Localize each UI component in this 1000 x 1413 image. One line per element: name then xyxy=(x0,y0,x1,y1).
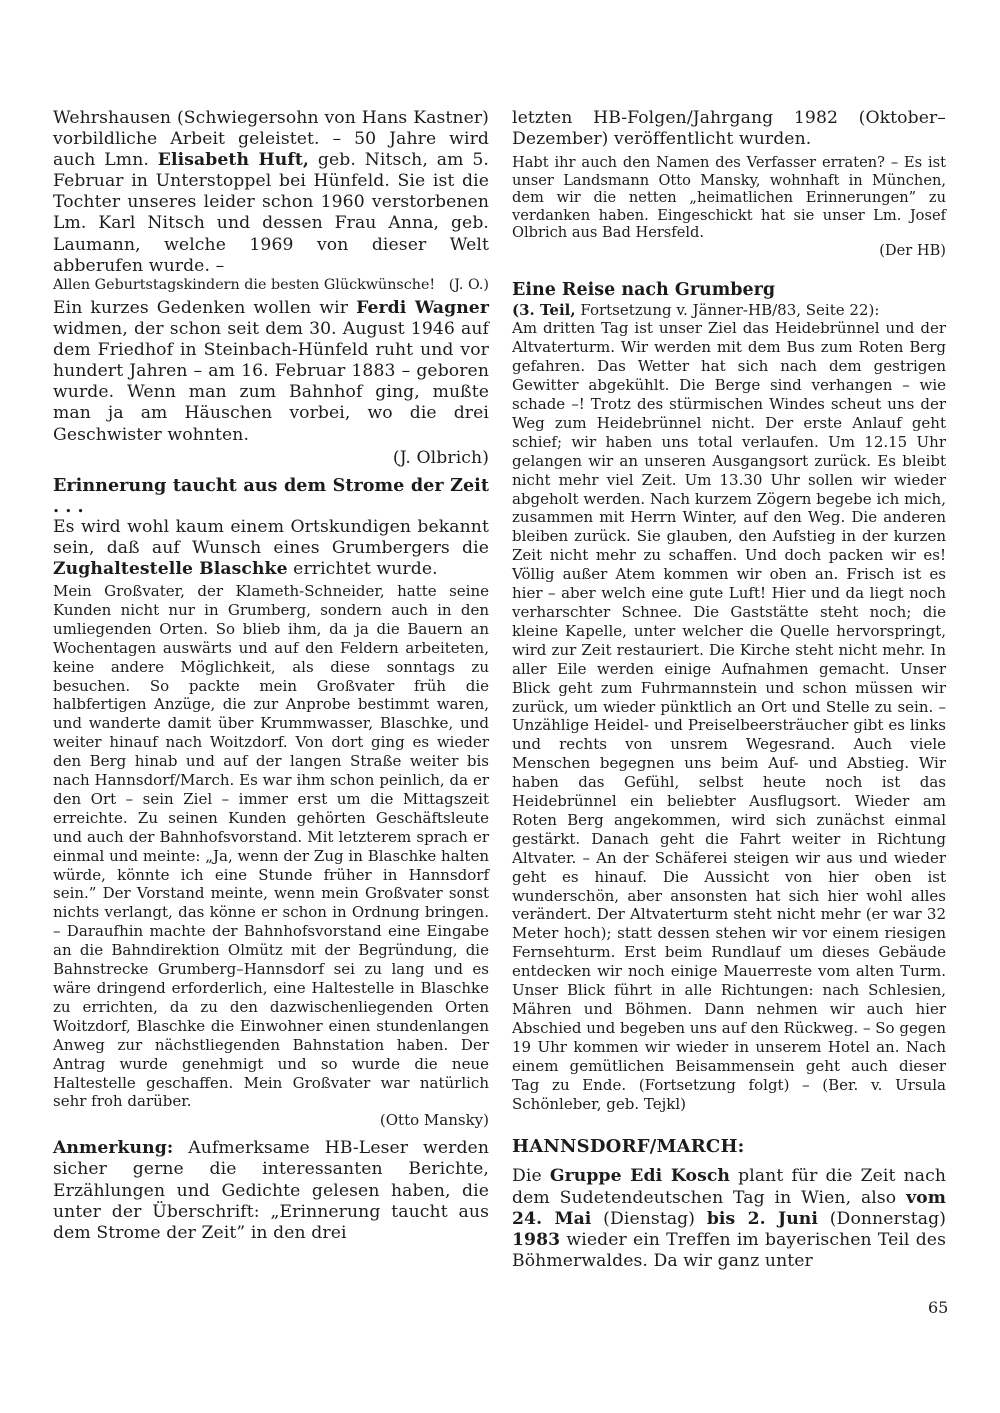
erinnerung-intro-text: Es wird wohl kaum einem Ortskundigen bekannt sein, daß auf Wunsch eines Grumbergers die xyxy=(53,516,489,558)
reise-part-line xyxy=(512,301,946,319)
right-column xyxy=(512,108,946,1272)
anmerkung-text: Aufmerksame HB-Leser werden sicher gerne die interessanten Berichte, Erzählungen und Gedichte gelesen haben, die unter der Überschrift: „Erinnerung taucht aus dem Strome der Zeit” in den drei xyxy=(53,1138,489,1243)
erinnerung-signature: (Otto Mansky) xyxy=(379,1111,489,1130)
anmerkung-paragraph xyxy=(53,1138,489,1243)
memorial-text-cont: widmen, der schon seit dem 30. August 1946 auf dem Friedhof in Steinbach-Hünfeld ruht und vor hundert Jahren – am 16. Februar 1883 – geboren wurde. Wenn man zum Bahnhof ging, mußte man ja am Häuschen vorbei, wo die drei Geschwister wohnten. xyxy=(53,319,489,445)
reise-heading: Eine Reise nach Grumberg xyxy=(512,280,776,301)
erinnerung-body: Mein Großvater, der Klameth-Schneider, hatte seine Kunden nicht nur in Grumberg, sondern auch in den umliegenden Orten. So blieb ihm, da ja die Bauern an Wochentagen auswärts und auf den Feldern arbeiteten, keine andere Möglichkeit, als diese sonntags zu besuchen. So packte mein Großvater früh die halbfertigen Anzüge, die zur Anprobe bestimmt waren, und wanderte damit über Krummwasser, Blaschke, und weiter hinauf nach Woitzdorf. Von dort ging es wieder den Berg hinab und auf der langen Straße weiter bis nach Hannsdorf/March. Es war ihm schon peinlich, da er den Ort – sein Ziel – immer erst um die Mittagszeit erreichte. Zu seinen Kunden gehörten Geschäftsleute und auch der Bahnhofsvorstand. Mit letzterem sprach er einmal und meinte: „Ja, wenn der Zug in Blaschke halten würde, könnte ich eine Stunde früher in Hannsdorf sein.” Der Vorstand meinte, wenn mein Großvater sonst nichts verlangt, das könne er schon in Ordnung bringen. – Daraufhin machte der Bahnhofsvorstand eine Eingabe an die Bahndirektion Olmütz mit der Begründung, die Bahnstrecke Grumberg–Hannsdorf sei zu lang und es wäre dringend erforderlich, eine Haltestelle in Blaschke zu errichten, da zu den dazwischenliegenden Orten Woitzdorf, Blaschke die Einwohner einen stundenlangen Anweg zur nächstliegenden Bahnstation haben. Der Antrag wurde genehmigt und so wurde die neue Haltestelle geschaffen. Mein Großvater war natürlich sehr froh darüber. xyxy=(53,581,489,1111)
memorial-name: Ferdi Wagner xyxy=(356,297,489,318)
hannsdorf-text-4: (Donnerstag) xyxy=(818,1208,946,1229)
memorial-paragraph xyxy=(53,298,489,446)
hannsdorf-text-1: Die xyxy=(512,1166,550,1187)
hannsdorf-text-3: (Dienstag) xyxy=(591,1208,707,1229)
birthday-name: Elisabeth Huft, xyxy=(157,150,309,171)
anmerkung-label: Anmerkung: xyxy=(53,1138,174,1159)
memorial-text: Ein kurzes Gedenken wollen wir xyxy=(53,297,357,318)
reise-body: Am dritten Tag ist unser Ziel das Heidebrünnel und der Altvaterturm. Wir werden mit dem Bus zum Roten Berg gefahren. Das Wetter hat sich nach dem gestrigen Gewitter abgekühlt. Die Berge sind verhangen – wie schade –! Trotz des stürmischen Windes scheut uns der Weg zum Heidebrünnel nicht. Der erste Anlauf geht schief; wir haben uns total verlaufen. Um 12.15 Uhr gelangen wir an unseren Ausgangsort zurück. Es bleibt nicht mehr viel Zeit. Um 13.30 Uhr sollen wir wieder abgeholt werden. Nach kurzem Zögern begebe ich mich, zusammen mit Herrn Winter, auf den Weg. Die anderen bleiben zurück. Sie glauben, den Aufstieg in der kurzen Zeit nicht mehr zu schaffen. Und doch packen wir es! Völlig außer Atem kommen wir oben an. Frisch ist es hier – aber welch eine gute Luft! Hier und da liegt noch verharschter Schnee. Die Gaststätte steht noch; die kleine Kapelle, unter welcher die Quelle hervorspringt, wird zur Zeit restauriert. Die Kirche steht nicht mehr. In aller Eile werden einige Aufnahmen gemacht. Unser Blick geht zum Fuhrmannstein und schon müssen wir zurück, um wieder pünktlich an Ort und Stelle zu sein. – Unzählige Heidel- und Preiselbeersträucher gibt es links und rechts von unsrem Wegesrand. Auch viele Menschen begegnen uns beim Auf- und Abstieg. Wir haben das Gefühl, selbst heute noch ist das Heidebrünnel ein beliebter Ausflugsort. Wieder am Roten Berg angekommen, wird sich zunächst einmal gestärkt. Danach geht die Fahrt weiter in Richtung Altvater. – An der Schäferei steigen wir aus und wieder geht es hinauf. Die Aussicht von hier oben ist wunderschön, aber ansonsten hat sich hier wohl alles verändert. Der Altvaterturm steht nicht mehr (er war 32 Meter hoch); statt dessen stehen wir vor einem riesigen Fernsehturm. Erst beim Rundlauf um dieses Gebäude entdecken wir noch einige Mauerreste vom alten Turm. Unser Blick führt in alle Richtungen: nach Schlesien, Mähren und Böhmen. Dann nehmen wir auch hier Abschied und begeben uns auf den Rückweg. – So gegen 19 Uhr kommen wir wieder in unserem Hotel an. Nach einem gemütlichen Beisammensein geht auch dieser Tag zu Ende. (Fortsetzung folgt) – (Ber. v. Ursula Schönleber, geb. Tejkl) xyxy=(512,319,946,1113)
birthday-text-cont: geb. Nitsch, am 5. Februar in Unterstoppel bei Hünfeld. Sie ist die Tochter unseres leider schon 1960 verstorbenen Lm. Karl Nitsch und dessen Frau Anna, geb. Laumann, welche 1969 von dieser Welt abberufen wurde. – xyxy=(53,150,489,276)
anmerkung-continued: letzten HB-Folgen/Jahrgang 1982 (Oktober–Dezember) veröffentlicht wurden. xyxy=(512,108,946,150)
birthday-wishes: Allen Geburtstagskindern die besten Glückwünsche! xyxy=(53,276,436,293)
hannsdorf-end-date: bis 2. Juni xyxy=(706,1208,819,1229)
hannsdorf-text-2: plant für die Zeit nach dem Sudetendeutschen Tag in Wien, also xyxy=(512,1166,946,1208)
hannsdorf-start-date: vom 24. Mai xyxy=(512,1187,946,1229)
author-note-signature: (Der HB) xyxy=(879,241,946,259)
page-number: 65 xyxy=(928,1298,949,1317)
author-note: Habt ihr auch den Namen des Verfasser erraten? – Es ist unser Landsmann Otto Mansky, wohnhaft in München, dem wir die netten „heimatlichen Erinnerungen” zu verdanken haben. Eingeschickt hat sie unser Lm. Josef Olbrich aus Bad Hersfeld. xyxy=(512,154,946,242)
erinnerung-intro-bold: Zughaltestelle Blaschke xyxy=(53,558,288,579)
hannsdorf-year: 1983 xyxy=(512,1229,561,1250)
erinnerung-intro-end: errichtet wurde. xyxy=(287,558,438,579)
hannsdorf-group-name: Gruppe Edi Kosch xyxy=(549,1166,731,1187)
erinnerung-heading: Erinnerung taucht aus dem Strome der Zeit . . . xyxy=(53,474,489,517)
birthday-text: Wehrshausen (Schwiegersohn von Hans Kastner) vorbildliche Arbeit geleistet. – 50 Jahre wird auch Lmn. xyxy=(53,108,489,171)
reise-part-rest: Fortsetzung v. Jänner-HB/83, Seite 22): xyxy=(575,301,880,320)
memorial-signature: (J. Olbrich) xyxy=(392,447,489,468)
hannsdorf-heading: HANNSDORF/MARCH: xyxy=(512,1136,745,1158)
hannsdorf-paragraph xyxy=(512,1166,946,1271)
reise-part-bold: (3. Teil, xyxy=(512,301,576,320)
birthday-signature: (J. O.) xyxy=(448,276,489,293)
hannsdorf-text-5: wieder ein Treffen im bayerischen Teil des Böhmerwaldes. Da wir ganz unter xyxy=(512,1229,946,1271)
left-column xyxy=(53,108,489,1244)
erinnerung-intro xyxy=(53,517,489,580)
birthday-paragraph xyxy=(53,108,489,277)
